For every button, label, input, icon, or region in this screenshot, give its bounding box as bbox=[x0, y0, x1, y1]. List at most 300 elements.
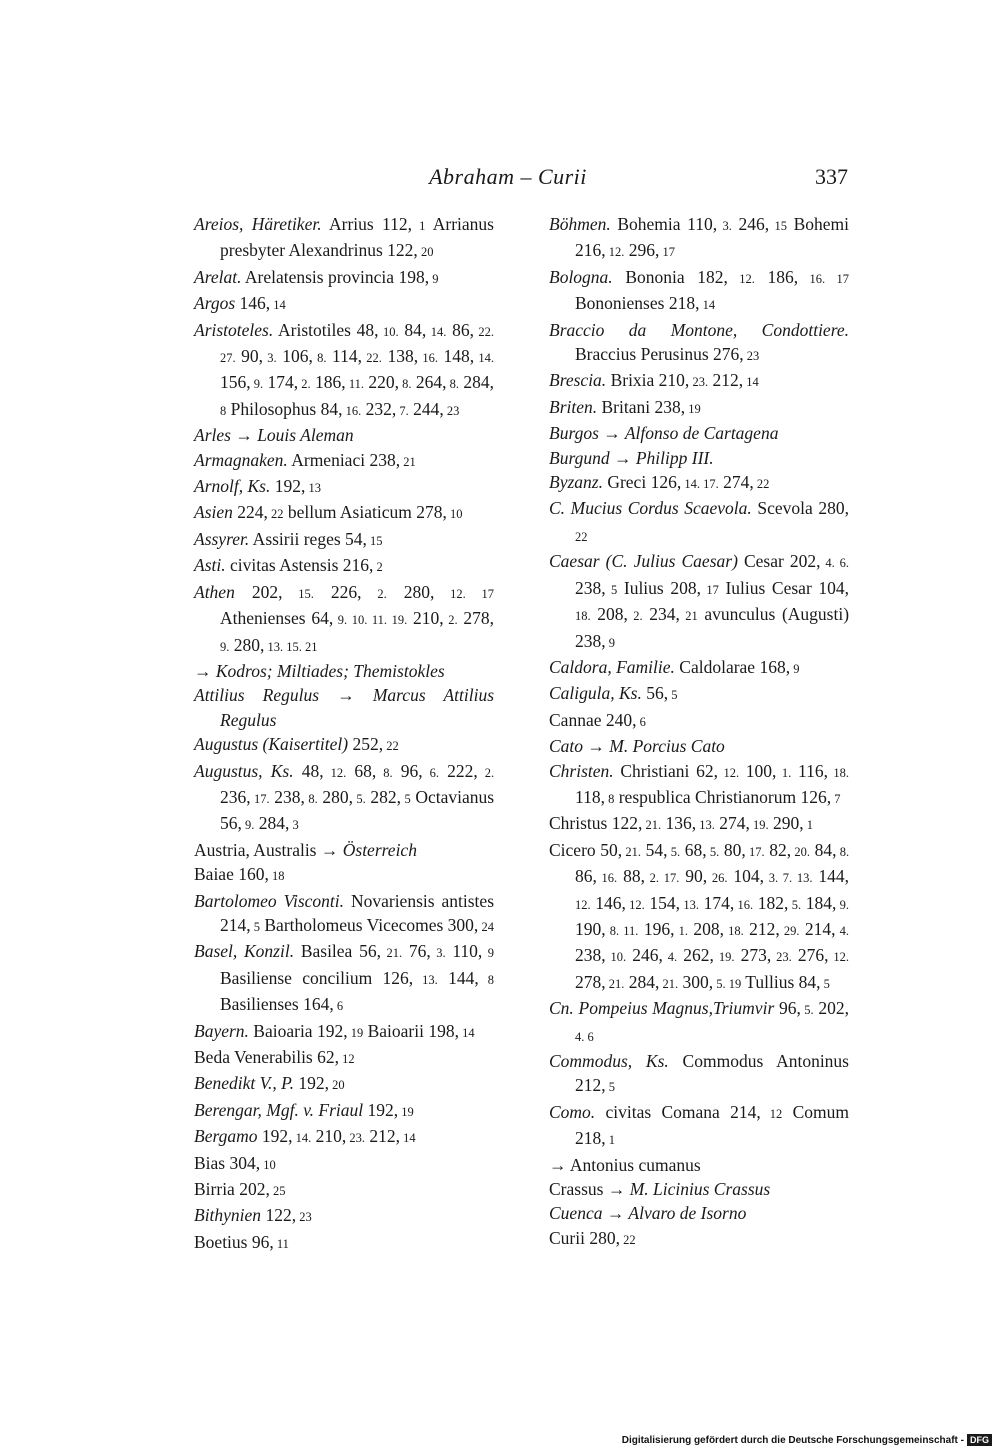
index-entry bbox=[549, 496, 849, 549]
entry-heading: Berengar, Mgf. v. Friaul bbox=[194, 1099, 364, 1120]
index-entry bbox=[549, 1100, 849, 1153]
entry-text: Aristotiles 48, bbox=[273, 319, 379, 340]
line-ref: 18. bbox=[575, 609, 591, 624]
entry-text: 274, bbox=[714, 813, 750, 834]
line-ref: 21. bbox=[380, 946, 403, 961]
index-entry bbox=[549, 708, 849, 734]
line-ref: 22 bbox=[619, 1232, 636, 1247]
entry-text: 238, bbox=[575, 577, 606, 598]
entry-text: Greci 126, bbox=[602, 472, 682, 493]
entry-heading: Caldora, Familie. bbox=[549, 656, 675, 677]
entry-heading: Argos bbox=[194, 293, 236, 314]
entry-text: 202, bbox=[813, 998, 849, 1019]
index-entry bbox=[549, 1153, 849, 1177]
entry-text: 210, bbox=[407, 608, 444, 629]
entry-text: 296, bbox=[624, 240, 660, 261]
entry-text: 122, bbox=[261, 1205, 297, 1226]
entry-text: respublica Christianorum 126, bbox=[614, 786, 832, 807]
line-ref: 10. bbox=[378, 324, 399, 339]
line-ref: 9 bbox=[790, 661, 800, 676]
line-ref: 5. bbox=[706, 844, 720, 859]
entry-text: 136, bbox=[661, 813, 697, 834]
entry-text: Austria, Australis → bbox=[194, 839, 343, 860]
line-ref: 5 bbox=[668, 688, 678, 703]
index-entry bbox=[549, 811, 849, 837]
line-ref: 3. bbox=[430, 946, 446, 961]
entry-text: 300, bbox=[678, 971, 714, 992]
index-entry bbox=[549, 421, 849, 445]
entry-text: Basilienses 164, bbox=[220, 994, 334, 1015]
line-ref: 18. bbox=[827, 765, 850, 780]
line-ref: 15 bbox=[366, 533, 383, 548]
line-ref: 16. bbox=[734, 897, 754, 912]
entry-text: 280, bbox=[386, 581, 435, 602]
entry-text: 282, bbox=[365, 786, 402, 807]
entry-text: 192, bbox=[257, 1126, 293, 1147]
line-ref: 14 bbox=[400, 1131, 416, 1146]
entry-text: Crassus → bbox=[549, 1179, 630, 1200]
entry-text: Tullius 84, bbox=[741, 971, 821, 992]
entry-heading: Braccio da Montone, Condottiere. bbox=[549, 319, 849, 340]
line-ref: 12. bbox=[323, 765, 347, 780]
line-ref: 29. bbox=[779, 923, 800, 938]
entry-text: Christus 122, bbox=[549, 813, 643, 834]
index-entry bbox=[194, 683, 494, 732]
index-entry bbox=[194, 423, 494, 447]
line-ref: 9 bbox=[429, 271, 439, 286]
entry-heading: Aristoteles. bbox=[194, 319, 274, 340]
entry-text: 84, bbox=[810, 839, 837, 860]
index-entry bbox=[549, 212, 849, 265]
entry-text: 174, bbox=[699, 892, 735, 913]
index-entry bbox=[194, 527, 494, 553]
entry-text: Birria 202, bbox=[194, 1179, 270, 1200]
line-ref: 20 bbox=[417, 245, 434, 260]
entry-text: Brixia 210, bbox=[606, 370, 690, 391]
line-ref: 8. bbox=[304, 791, 318, 806]
line-ref: 2. bbox=[477, 765, 495, 780]
line-ref: 4. 6 bbox=[575, 1029, 594, 1044]
line-ref: 12. bbox=[727, 271, 755, 286]
line-ref: 12. 17 bbox=[434, 586, 495, 601]
entry-text: Philosophus 84, bbox=[226, 398, 343, 419]
entry-text: 264, bbox=[411, 372, 447, 393]
entry-text: 88, bbox=[617, 866, 645, 887]
line-ref: 19. bbox=[713, 950, 735, 965]
entry-text: civitas Comana 214, bbox=[595, 1101, 761, 1122]
index-entry bbox=[549, 1049, 849, 1100]
entry-text: 192, bbox=[293, 1073, 329, 1094]
line-ref: 16. bbox=[342, 403, 362, 418]
index-entry bbox=[549, 1226, 849, 1252]
entry-text: 48, bbox=[293, 760, 324, 781]
entry-heading: Asti. bbox=[194, 555, 226, 576]
entry-heading: Armagnaken. bbox=[194, 449, 288, 470]
line-ref: 1 bbox=[803, 818, 813, 833]
entry-text: 212, bbox=[708, 370, 744, 391]
entry-text: 280, bbox=[229, 634, 265, 655]
entry-text: 284, bbox=[624, 971, 660, 992]
entry-text: 68, bbox=[680, 839, 707, 860]
entry-text: 86, bbox=[446, 319, 474, 340]
entry-heading: C. Mucius Cordus Scaevola. bbox=[549, 498, 752, 519]
line-ref: 9 bbox=[605, 635, 615, 650]
entry-text: Baiae 160, bbox=[194, 864, 269, 885]
entry-heading: Arelat. bbox=[194, 266, 242, 287]
index-column-right bbox=[549, 212, 849, 1252]
line-ref: 4. bbox=[662, 950, 678, 965]
entry-text: 106, bbox=[276, 346, 313, 367]
entry-heading: Cato → M. Porcius Cato bbox=[549, 736, 725, 757]
line-ref: 7. bbox=[396, 403, 409, 418]
entry-text: 148, bbox=[437, 346, 475, 367]
line-ref: 19 bbox=[398, 1104, 414, 1119]
line-ref: 2 bbox=[373, 560, 383, 575]
entry-text: 118, bbox=[575, 786, 605, 807]
entry-text: Commodus Antoninus 212, bbox=[575, 1051, 849, 1096]
line-ref: 5. 19 bbox=[713, 976, 742, 991]
entry-text: 144, bbox=[437, 967, 479, 988]
entry-text: 56, bbox=[641, 683, 669, 704]
entry-text: 210, bbox=[311, 1126, 347, 1147]
line-ref: 13. 15. 21 bbox=[264, 639, 318, 654]
index-entry bbox=[549, 1201, 849, 1225]
entry-text: 236, bbox=[220, 786, 251, 807]
entry-heading: Byzanz. bbox=[549, 472, 603, 493]
entry-heading: Bologna. bbox=[549, 266, 613, 287]
entry-text: 220, bbox=[363, 372, 399, 393]
entry-text: Scevola 280, bbox=[751, 498, 849, 519]
line-ref: 12. bbox=[575, 897, 591, 912]
line-ref: 5 bbox=[250, 919, 260, 934]
line-ref: 1 bbox=[605, 1133, 615, 1148]
entry-heading: Böhmen. bbox=[549, 214, 611, 234]
entry-text: Curii 280, bbox=[549, 1227, 620, 1248]
entry-text: 90, bbox=[235, 346, 264, 367]
entry-text: Baioarii 198, bbox=[363, 1020, 459, 1041]
entry-heading: Österreich bbox=[342, 839, 417, 860]
line-ref: 8 bbox=[478, 972, 495, 987]
index-entry bbox=[194, 1230, 494, 1256]
entry-text: Cannae 240, bbox=[549, 709, 637, 730]
index-entry bbox=[194, 939, 494, 1018]
entry-text: Octavianus 56, bbox=[220, 786, 495, 834]
entry-text: 214, bbox=[799, 918, 836, 939]
index-entry bbox=[549, 838, 849, 996]
entry-text: 222, bbox=[438, 760, 478, 781]
line-ref: 3 bbox=[289, 818, 299, 833]
line-ref: 8. bbox=[836, 844, 850, 859]
entry-heading: Asien bbox=[194, 502, 233, 523]
line-ref: 23 bbox=[296, 1210, 312, 1225]
entry-text: 104, bbox=[727, 866, 765, 887]
line-ref: 1 bbox=[412, 219, 426, 233]
entry-text: 234, bbox=[642, 604, 680, 625]
entry-text: 146, bbox=[590, 892, 626, 913]
entry-text: 182, bbox=[753, 892, 789, 913]
entry-heading: Cuenca → Alvaro de Isorno bbox=[549, 1203, 747, 1224]
entry-text: 252, bbox=[348, 734, 384, 755]
entry-text: 278, bbox=[575, 971, 606, 992]
line-ref: 21 bbox=[400, 454, 416, 469]
line-ref: 4. 6. bbox=[820, 556, 849, 571]
entry-heading: Caligula, Ks. bbox=[549, 683, 642, 704]
index-entry bbox=[549, 734, 849, 758]
entry-text: Basilea 56, bbox=[294, 941, 381, 962]
line-ref: 9. bbox=[220, 639, 230, 654]
line-ref: 22. bbox=[362, 351, 382, 366]
entry-text: Bias 304, bbox=[194, 1152, 261, 1173]
line-ref: 23 bbox=[443, 403, 460, 418]
entry-heading: Arnolf, Ks. bbox=[194, 476, 271, 497]
entry-text: Cicero 50, bbox=[549, 839, 623, 860]
dfg-logo: DFG bbox=[967, 1434, 992, 1446]
line-ref: 5 bbox=[401, 791, 411, 806]
entry-heading: → Kodros; Miltiades; Themistokles bbox=[194, 660, 445, 681]
entry-text: Assirii reges 54, bbox=[249, 528, 367, 549]
entry-text: 76, bbox=[402, 941, 431, 962]
index-column-left bbox=[194, 212, 494, 1256]
entry-text: 238, bbox=[269, 786, 305, 807]
entry-text: 186, bbox=[310, 372, 346, 393]
line-ref: 5 bbox=[820, 976, 830, 991]
line-ref: 10 bbox=[446, 507, 463, 522]
entry-text: 212, bbox=[365, 1126, 401, 1147]
line-ref: 13. bbox=[680, 897, 699, 912]
entry-text: 192, bbox=[363, 1099, 399, 1120]
index-entry bbox=[549, 655, 849, 681]
entry-heading: Assyrer. bbox=[194, 528, 250, 549]
line-ref: 20. bbox=[791, 844, 811, 859]
line-ref: 21 bbox=[679, 609, 698, 624]
line-ref: 12 bbox=[760, 1106, 783, 1121]
line-ref: 16. bbox=[596, 871, 618, 886]
entry-text: 186, bbox=[754, 266, 799, 287]
line-ref: 3. 7. 13. bbox=[764, 871, 813, 886]
entry-text: 116, bbox=[791, 760, 828, 781]
line-ref: 14. 17. bbox=[681, 477, 719, 492]
line-ref: 23. bbox=[346, 1131, 366, 1146]
line-ref: 17 bbox=[659, 245, 675, 260]
entry-text: 238, bbox=[575, 945, 606, 966]
footer-text: Digitalisierung gefördert durch die Deutsche Forschungsgemeinschaft - bbox=[621, 1434, 964, 1446]
entry-text: 276, bbox=[791, 945, 829, 966]
entry-heading: Cn. Pompeius Magnus,Triumvir bbox=[549, 998, 775, 1019]
entry-text: civitas Astensis 216, bbox=[225, 555, 374, 576]
line-ref: 21. bbox=[605, 976, 625, 991]
line-ref: 12 bbox=[339, 1052, 355, 1066]
index-entry bbox=[549, 759, 849, 812]
index-entry bbox=[549, 395, 849, 421]
entry-text: Comum 218, bbox=[575, 1101, 849, 1149]
entry-heading: Augustus, Ks. bbox=[194, 760, 294, 781]
line-ref: 8. 11. bbox=[605, 923, 639, 938]
entry-heading: Como. bbox=[549, 1101, 596, 1122]
index-entry bbox=[549, 265, 849, 318]
line-ref: 1. bbox=[674, 923, 688, 938]
entry-heading: Augustus (Kaisertitel) bbox=[194, 734, 349, 755]
line-ref: 2. bbox=[298, 377, 311, 392]
line-ref: 13 bbox=[305, 481, 321, 496]
index-entry bbox=[194, 759, 494, 838]
line-ref: 19. bbox=[749, 818, 769, 833]
index-entry bbox=[194, 1098, 494, 1124]
line-ref: 6 bbox=[333, 999, 344, 1014]
index-entry bbox=[549, 549, 849, 655]
entry-text: 190, bbox=[575, 918, 606, 939]
entry-heading: Burgos → Alfonso de Cartagena bbox=[549, 423, 779, 444]
index-entry bbox=[549, 368, 849, 394]
entry-text: 84, bbox=[398, 319, 427, 340]
line-ref: 15. bbox=[282, 586, 314, 601]
entry-text: Christiani 62, bbox=[613, 760, 718, 781]
entry-heading: M. Licinius Crassus bbox=[629, 1179, 771, 1200]
line-ref: 13. bbox=[696, 818, 715, 833]
entry-heading: Briten. bbox=[549, 396, 598, 417]
line-ref: 15 bbox=[769, 219, 787, 233]
line-ref: 8. bbox=[446, 377, 460, 392]
entry-text: Bononia 182, bbox=[612, 266, 728, 287]
entry-text: 273, bbox=[734, 945, 772, 966]
entry-text: Britani 238, bbox=[597, 396, 686, 417]
entry-heading: Commodus, Ks. bbox=[549, 1051, 669, 1071]
line-ref: 2. bbox=[627, 609, 643, 624]
entry-heading: Caesar (C. Julius Caesar) bbox=[549, 551, 738, 572]
index-entry bbox=[194, 1045, 494, 1071]
index-entry bbox=[194, 500, 494, 526]
index-entry bbox=[194, 553, 494, 579]
index-entry bbox=[549, 1177, 849, 1201]
line-ref: 11 bbox=[273, 1236, 289, 1251]
line-ref: 10 bbox=[260, 1157, 276, 1172]
entry-text: 82, bbox=[764, 839, 792, 860]
entry-text: 284, bbox=[459, 372, 495, 393]
entry-text: Bartholomeus Vicecomes 300, bbox=[260, 914, 479, 935]
entry-text: Basiliense concilium 126, bbox=[220, 967, 414, 988]
entry-heading: Bithynien bbox=[194, 1205, 262, 1226]
line-ref: 14. bbox=[292, 1131, 312, 1146]
index-entry bbox=[194, 291, 494, 317]
entry-text: Athenienses 64, bbox=[220, 608, 334, 629]
line-ref: 5. bbox=[353, 791, 366, 806]
line-ref: 22 bbox=[575, 529, 588, 544]
entry-text: Armeniaci 238, bbox=[287, 449, 401, 470]
entry-heading: Brescia. bbox=[549, 370, 607, 391]
line-ref: 12. bbox=[605, 245, 625, 260]
line-ref: 9. bbox=[836, 897, 850, 912]
line-ref: 5 bbox=[605, 1080, 615, 1095]
line-ref: 14. bbox=[426, 324, 447, 339]
page-title: Abraham – Curii bbox=[429, 164, 587, 189]
line-ref: 11. bbox=[345, 377, 364, 392]
line-ref: 20 bbox=[328, 1078, 345, 1093]
index-entry bbox=[549, 996, 849, 1049]
entry-text: 278, bbox=[457, 608, 495, 629]
line-ref: 9 bbox=[482, 946, 495, 961]
line-ref: 8 bbox=[604, 791, 615, 806]
line-ref: 8. bbox=[399, 377, 412, 392]
entry-text: 212, bbox=[743, 918, 780, 939]
index-entry bbox=[549, 681, 849, 707]
index-entry bbox=[194, 448, 494, 474]
entry-text: 208, bbox=[590, 604, 628, 625]
line-ref: 17. bbox=[745, 844, 765, 859]
entry-text: 174, bbox=[263, 372, 299, 393]
entry-text: Boetius 96, bbox=[194, 1231, 274, 1252]
line-ref: 17 bbox=[700, 582, 719, 597]
entry-text: Bononienses 218, bbox=[575, 293, 700, 314]
line-ref: 14 bbox=[743, 375, 759, 390]
line-ref: 25 bbox=[269, 1184, 286, 1199]
line-ref: 4. bbox=[835, 923, 850, 938]
entry-heading: Bartolomeo Visconti. bbox=[194, 890, 345, 911]
line-ref: 16. bbox=[418, 351, 438, 366]
index-entry bbox=[194, 580, 494, 659]
line-ref: 3. bbox=[263, 351, 277, 366]
line-ref: 19 bbox=[685, 401, 701, 416]
entry-text: Beda Venerabilis 62, bbox=[194, 1047, 339, 1067]
entry-text: 154, bbox=[644, 892, 681, 913]
index-entry bbox=[549, 446, 849, 470]
index-entry bbox=[194, 838, 494, 862]
index-entry bbox=[549, 318, 849, 369]
line-ref: 10. bbox=[605, 950, 627, 965]
line-ref: 26. bbox=[707, 871, 728, 886]
entry-text: 100, bbox=[739, 760, 777, 781]
entry-text: 284, bbox=[254, 813, 290, 834]
entry-text: 184, bbox=[801, 892, 837, 913]
index-entry bbox=[194, 1124, 494, 1150]
line-ref: 6 bbox=[636, 714, 646, 729]
line-ref: 8. bbox=[312, 351, 327, 366]
line-ref: 24 bbox=[478, 919, 494, 934]
entry-text: 244, bbox=[408, 398, 444, 419]
entry-text: Arelatensis provincia 198, bbox=[241, 266, 430, 287]
index-entry bbox=[194, 732, 494, 758]
entry-text: Iulius Cesar 104, bbox=[718, 577, 850, 598]
index-entry bbox=[194, 1177, 494, 1203]
line-ref: 19 bbox=[347, 1025, 364, 1040]
line-ref: 12. bbox=[717, 765, 740, 780]
entry-text: 96, bbox=[392, 760, 423, 781]
entry-text: Novariensis antistes 214, bbox=[220, 890, 494, 935]
line-ref: 3. bbox=[717, 219, 732, 233]
line-ref: 23 bbox=[743, 349, 760, 364]
entry-text: 232, bbox=[361, 398, 397, 419]
line-ref: 5 bbox=[605, 582, 618, 597]
entry-text: 224, bbox=[232, 502, 268, 523]
line-ref: 17. bbox=[250, 791, 270, 806]
entry-heading: Arles → Louis Aleman bbox=[194, 425, 354, 446]
entry-text: Bohemi 216, bbox=[575, 214, 850, 261]
line-ref: 14. bbox=[474, 351, 495, 366]
entry-text: Arrius 112, bbox=[321, 214, 413, 234]
entry-heading: Areios, Häretiker. bbox=[194, 214, 322, 234]
entry-text: 156, bbox=[220, 372, 251, 393]
entry-text: 90, bbox=[679, 866, 708, 887]
line-ref: 21. bbox=[642, 818, 662, 833]
entry-heading: Christen. bbox=[549, 760, 614, 781]
line-ref: 5. bbox=[788, 897, 802, 912]
line-ref: 1. bbox=[776, 765, 792, 780]
entry-text: Braccius Perusinus 276, bbox=[575, 344, 744, 365]
entry-text: 144, bbox=[812, 866, 850, 887]
entry-text: 86, bbox=[575, 866, 597, 887]
entry-text: 290, bbox=[768, 813, 804, 834]
entry-text: 280, bbox=[317, 786, 353, 807]
entry-text: 202, bbox=[234, 581, 283, 602]
index-entry bbox=[194, 265, 494, 291]
